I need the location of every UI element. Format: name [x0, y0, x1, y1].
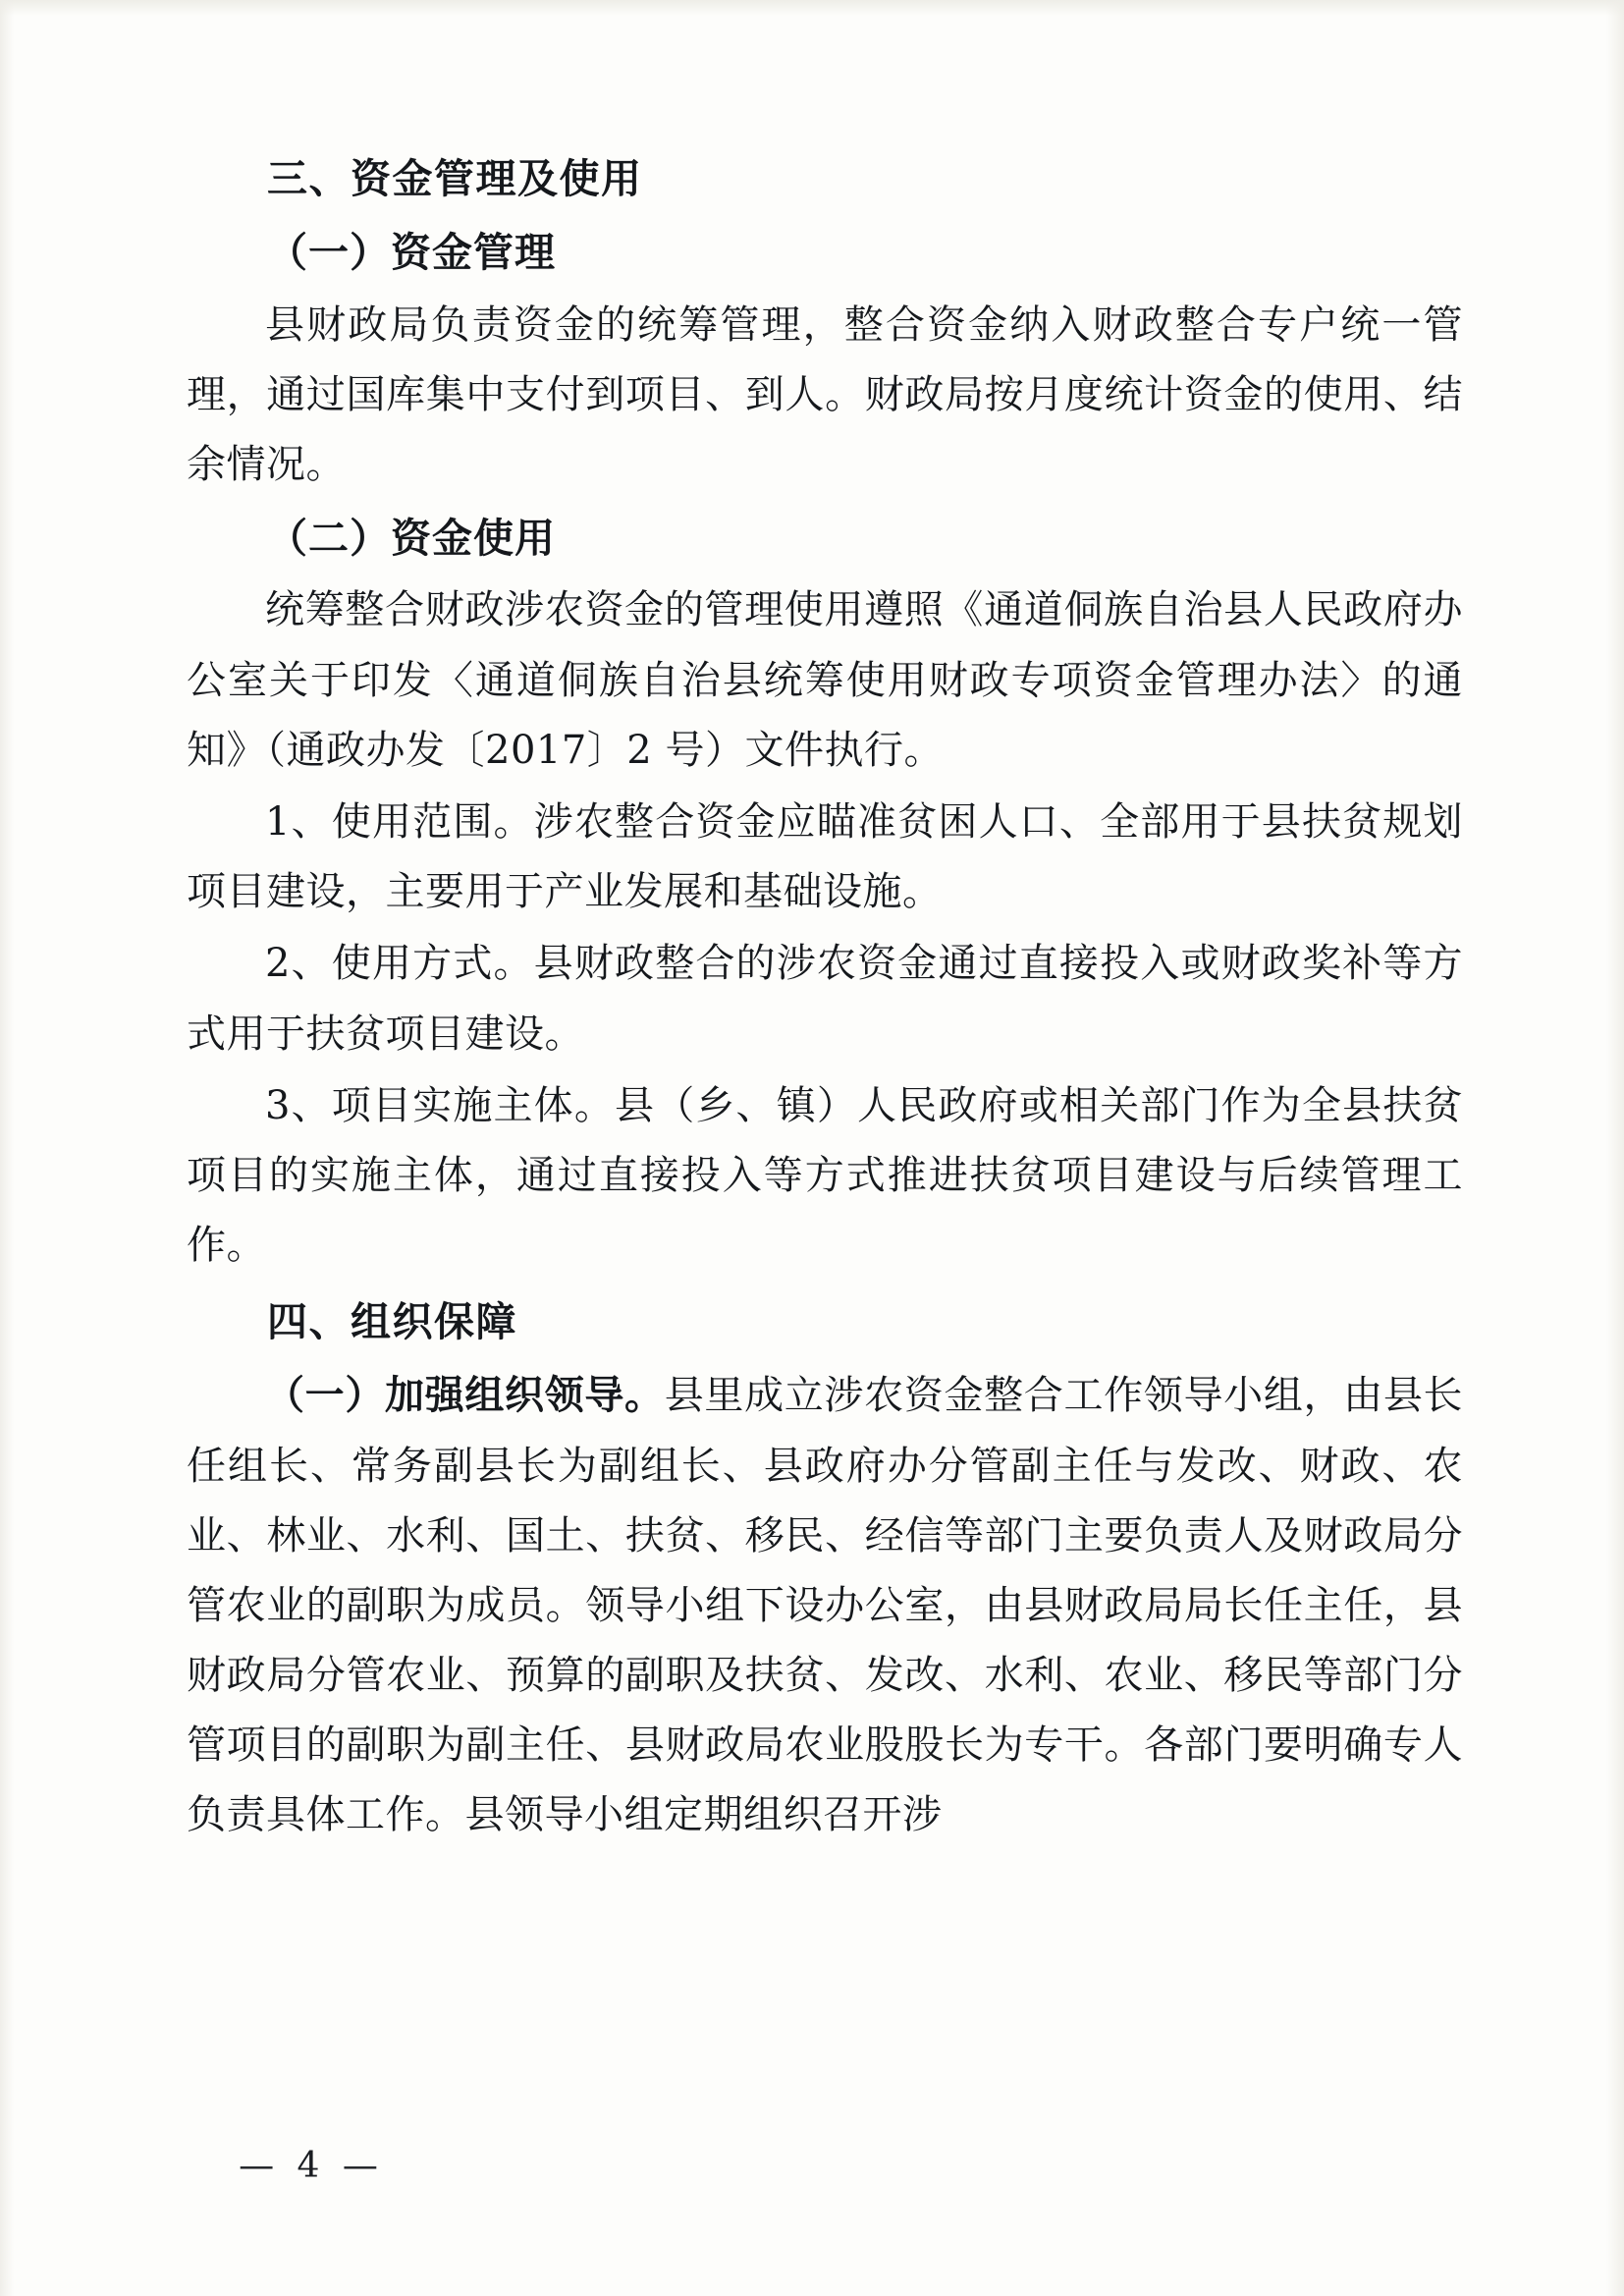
section-heading-four: 四、组织保障	[267, 1298, 517, 1346]
section-heading-three: 三、资金管理及使用	[267, 155, 643, 202]
paper-edge-top	[0, 0, 1624, 16]
paragraph-organization-leadership	[187, 1360, 1463, 1850]
paragraph-lead-label: （一）加强组织领导。	[265, 1372, 665, 1419]
paragraph-fund-use: 统筹整合财政涉农资金的管理使用遵照《通道侗族自治县人民政府办公室关于印发〈通道侗族自治县统筹使用财政专项资金管理办法〉的通知》（通政办发〔2017〕2 号）文件执行。	[187, 587, 1463, 773]
paragraph-fund-management: 县财政局负责资金的统筹管理，整合资金纳入财政整合专户统一管理，通过国库集中支付到项目、到人。财政局按月度统计资金的使用、结余情况。	[187, 301, 1463, 488]
subsection-heading-fund-management: （一）资金管理	[267, 228, 556, 276]
subsection-heading-fund-use: （二）资金使用	[267, 514, 556, 562]
paragraph-implementation-entity: 3、项目实施主体。县（乡、镇）人民政府或相关部门作为全县扶贫项目的实施主体，通过直接投入等方式推进扶贫项目建设与后续管理工作。	[187, 1082, 1463, 1269]
paragraph-use-method: 2、使用方式。县财政整合的涉农资金通过直接投入或财政奖补等方式用于扶贫项目建设。	[187, 941, 1463, 1057]
paragraph-lead-body: 县里成立涉农资金整合工作领导小组，由县长任组长、常务副县长为副组长、县政府办分管副主任与发改、财政、农业、林业、水利、国土、扶贫、移民、经信等部门主要负责人及财政局分管农业的副职为成员。领导小组下设办公室，由县财政局局长任主任，县财政局分管农业、预算的副职及扶贫、发改、水利、农业、移民等部门分管项目的副职为副主任、县财政局农业股股长为专干。各部门要明确专人负责具体工作。县领导小组定期组织召开涉	[187, 1373, 1464, 1838]
document-body	[187, 137, 1463, 1853]
paragraph-use-scope: 1、使用范围。涉农整合资金应瞄准贫困人口、全部用于县扶贫规划项目建设，主要用于产业发展和基础设施。	[187, 799, 1463, 915]
paper-edge-left	[0, 0, 14, 2296]
page-footer	[0, 2146, 1624, 2186]
page-number: — 4 —	[239, 2146, 384, 2186]
paper-edge-right	[1606, 0, 1624, 2296]
